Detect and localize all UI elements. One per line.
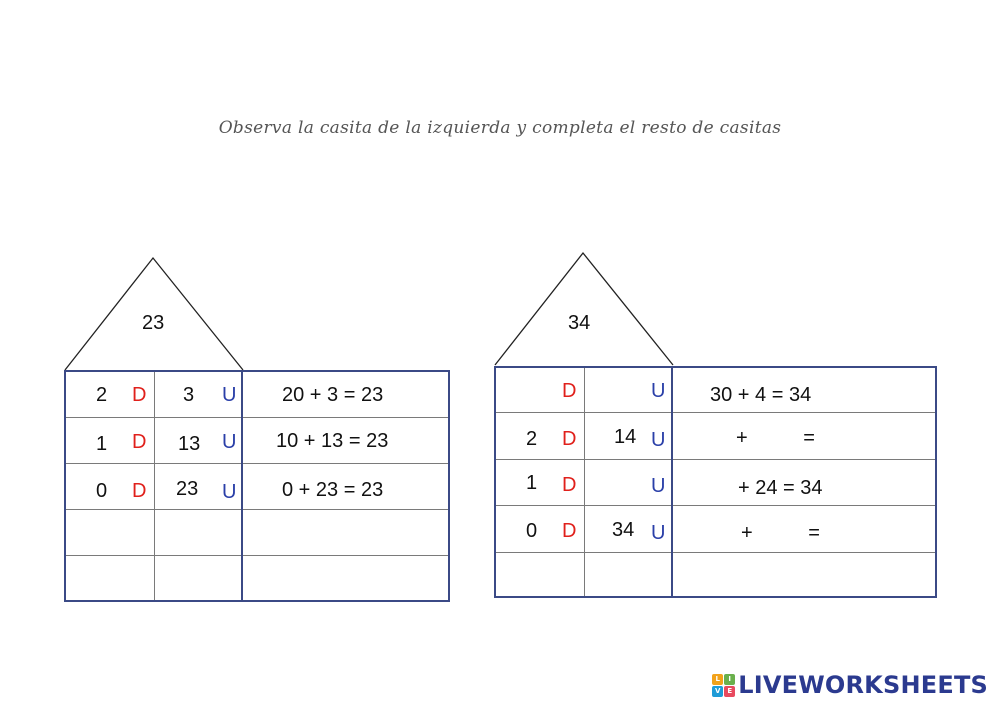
house2-tens-label: D	[562, 380, 577, 402]
house1-table	[64, 370, 450, 602]
logo-text: LIVEWORKSHEETS	[738, 671, 988, 699]
house2-tens-value: 0	[526, 520, 538, 542]
house1-units-value: 13	[178, 433, 201, 455]
house1-expression: 10 + 13 = 23	[276, 430, 389, 452]
house2-units-label: U	[651, 429, 666, 451]
liveworksheets-logo	[712, 671, 988, 699]
house1-units-label: U	[222, 481, 237, 503]
house2-tens-label: D	[562, 474, 577, 496]
house2-roof	[490, 250, 680, 368]
house1-tens-label: D	[132, 480, 147, 502]
house1-tens-label: D	[132, 384, 147, 406]
house2-units-label: U	[651, 380, 666, 402]
house2-units-value: 14	[614, 426, 637, 448]
house1-expression: 0 + 23 = 23	[282, 479, 384, 501]
house2-expression[interactable]: + =	[736, 427, 815, 449]
house1-tens-value: 1	[96, 433, 108, 455]
instruction-text: Observa la casita de la izquierda y completa el resto de casitas	[218, 118, 782, 138]
house2-units-label: U	[651, 522, 666, 544]
house2-table	[494, 366, 937, 598]
house1-units-label: U	[222, 384, 237, 406]
house2-tens-label: D	[562, 428, 577, 450]
house2-tens-value: 1	[526, 472, 538, 494]
house2-expression: 30 + 4 = 34	[710, 384, 812, 406]
house1-units-label: U	[222, 431, 237, 453]
house2-expression[interactable]: + =	[741, 522, 820, 544]
house1-units-value: 3	[183, 384, 195, 406]
house2-tens-value: 2	[526, 428, 538, 450]
house2-units-value: 34	[612, 519, 635, 541]
house2-expression[interactable]: + 24 = 34	[738, 477, 823, 499]
house1-tens-value: 2	[96, 384, 108, 406]
house1-expression: 20 + 3 = 23	[282, 384, 384, 406]
house2-units-label: U	[651, 475, 666, 497]
house2-number: 34	[568, 312, 591, 334]
logo-badge-icon: L I V E	[712, 674, 735, 697]
house2-tens-label: D	[562, 520, 577, 542]
house1-number: 23	[142, 312, 165, 334]
house1-units-value: 23	[176, 478, 199, 500]
house1-tens-label: D	[132, 431, 147, 453]
house1-tens-value: 0	[96, 480, 108, 502]
